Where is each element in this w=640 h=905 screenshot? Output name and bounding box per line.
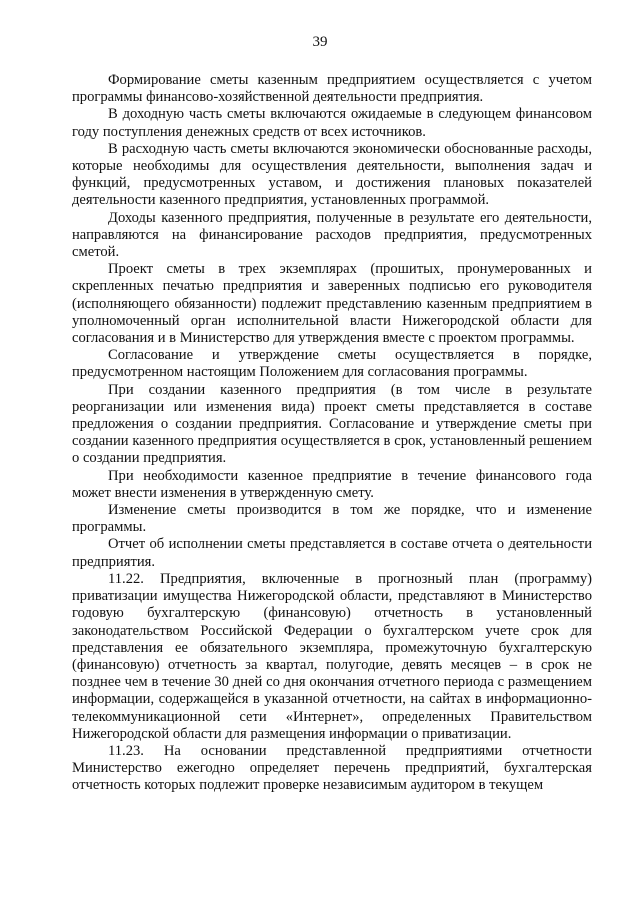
paragraph-approval-order: Согласование и утверждение сметы осуществляется в порядке, предусмотренном настоящим Положением для согласования программы. bbox=[72, 347, 592, 381]
paragraph-clause-11-22: 11.22. Предприятия, включенные в прогнозный план (программу) приватизации имущества Нижегородской области, представляют в Министерство годовую бухгалтерскую (финансовую) отчетность в установленный законодательством Российской Федерации о бухгалтерском учете срок для представления ее обязательного экземпляра, промежуточную бухгалтерскую (финансовую) отчетность за квартал, полугодие, девять месяцев – в срок не позднее чем в течение 30 дней со дня окончания отчетного периода с размещением информации, содержащейся в указанной отчетности, на сайтах в информационно-телекоммуникационной сети «Интернет», определенных Правительством Нижегородской области для размещения информации о приватизации. bbox=[72, 570, 592, 742]
paragraph-estimate-formation: Формирование сметы казенным предприятием осуществляется с учетом программы финансово-хозяйственной деятельности предприятия. bbox=[72, 72, 592, 106]
paragraph-changes-order: Изменение сметы производится в том же порядке, что и изменение программы. bbox=[72, 502, 592, 536]
paragraph-enterprise-creation: При создании казенного предприятия (в том числе в результате реорганизации или изменения вида) проект сметы представляется в составе предложения о создании предприятия. Согласование и утверждение сметы при создании казенного предприятия осуществляется в срок, установленный решением о создании предприятия. bbox=[72, 381, 592, 467]
paragraph-revenue-part: В доходную часть сметы включаются ожидаемые в следующем финансовом году поступления денежных средств от всех источников. bbox=[72, 106, 592, 140]
paragraph-expense-part: В расходную часть сметы включаются экономически обоснованные расходы, которые необходимы для осуществления деятельности, выполнения задач и функций, предусмотренных уставом, и достижения плановых показателей деятельности казенного предприятия, установленных программой. bbox=[72, 140, 592, 209]
paragraph-clause-11-23: 11.23. На основании представленной предприятиями отчетности Министерство ежегодно определяет перечень предприятий, бухгалтерская отчетность которых подлежит проверке независимым аудитором в текущем bbox=[72, 742, 592, 794]
page-number: 39 bbox=[312, 34, 328, 50]
paragraph-changes-allowed: При необходимости казенное предприятие в течение финансового года может внести изменения в утвержденную смету. bbox=[72, 467, 592, 501]
paragraph-income-use: Доходы казенного предприятия, полученные в результате его деятельности, направляются на финансирование расходов предприятия, предусмотренных сметой. bbox=[72, 209, 592, 261]
paragraph-draft-submission: Проект сметы в трех экземплярах (прошитых, пронумерованных и скрепленных печатью предприятия и заверенных подписью его руководителя (исполняющего обязанности) подлежит представлению казенным предприятием в уполномоченный орган исполнительной власти Нижегородской области для согласования и в Министерство для утверждения вместе с проектом программы. bbox=[72, 261, 592, 347]
paragraph-execution-report: Отчет об исполнении сметы представляется в составе отчета о деятельности предприятия. bbox=[72, 536, 592, 570]
document-body bbox=[72, 72, 592, 795]
